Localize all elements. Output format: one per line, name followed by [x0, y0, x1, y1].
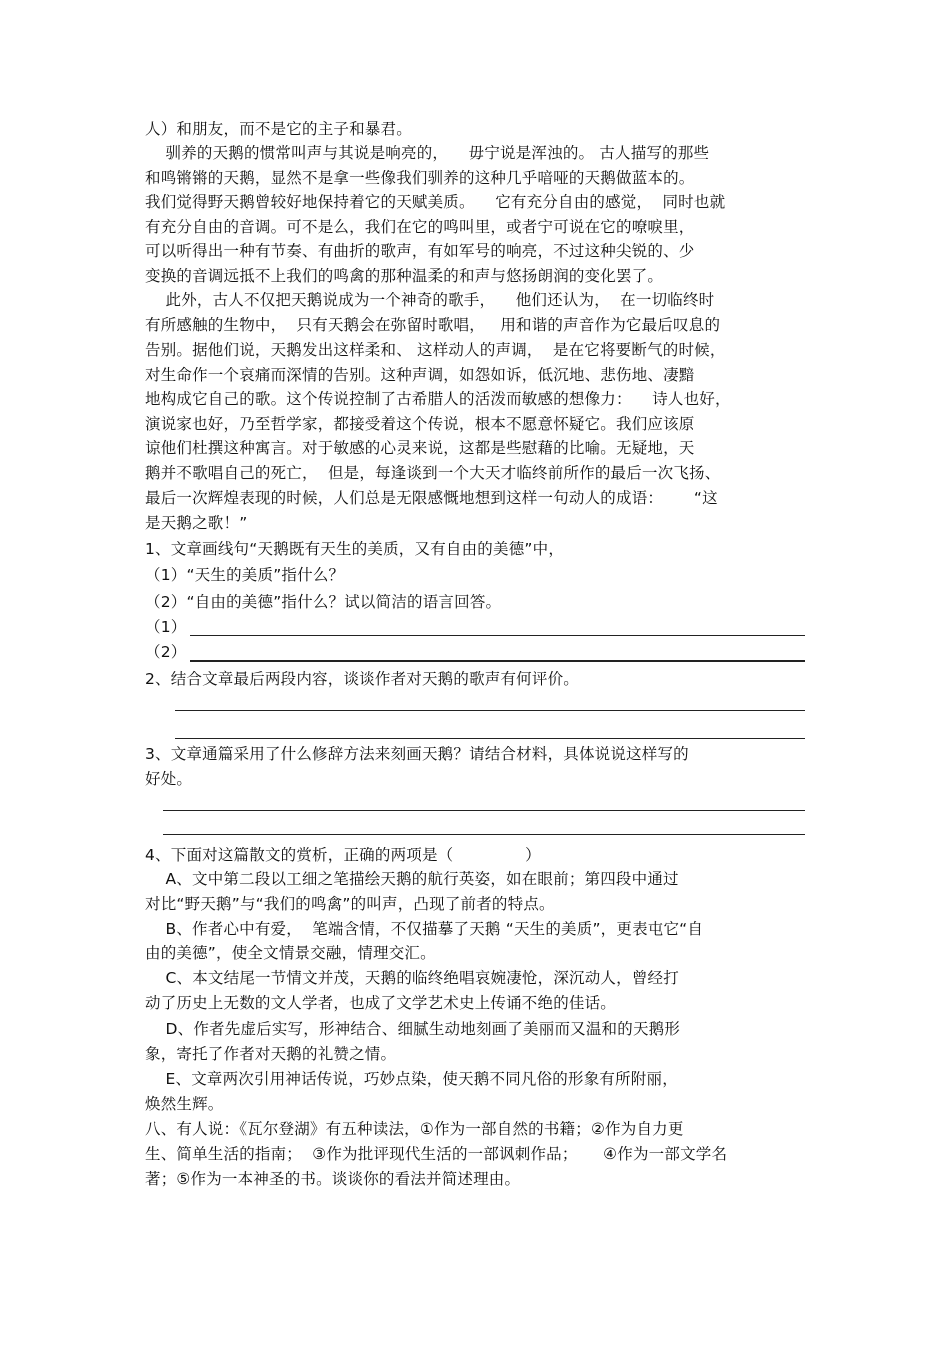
question-1-prompt: 1、文章画线句“天鹅既有天生的美质，又有自由的美德”中， [145, 540, 565, 558]
answer-line[interactable] [163, 810, 805, 811]
option-d: 象，寄托了作者对天鹅的礼赞之情。 [145, 1045, 397, 1063]
question-3-prompt: 3、文章通篇采用了什么修辞方法来刻画天鹅？请结合材料，具体说说这样写的 [145, 745, 689, 763]
passage-line: 此外，古人不仅把天鹅说成为一个神奇的歌手， 他们还认为， 在一切临终时 [145, 291, 715, 309]
question-1-sub-2: （2）“自由的美德”指什么？试以简洁的语言回答。 [145, 593, 502, 611]
passage-line: 谅他们杜撰这种寓言。对于敏感的心灵来说，这都是些慰藉的比喻。无疑地，天 [145, 439, 695, 457]
passage-line: 可以听得出一种有节奏、有曲折的歌声，有如军号的响亮，不过这种尖锐的、少 [145, 242, 695, 260]
passage-line: 变换的音调远抵不上我们的鸣禽的那种温柔的和声与悠扬朗润的变化罢了。 [145, 267, 664, 285]
passage-line: 演说家也好，乃至哲学家，都接受着这个传说，根本不愿意怀疑它。我们应该原 [145, 415, 695, 433]
option-e: 焕然生辉。 [145, 1095, 224, 1113]
passage-line: 鹅并不歌唱自己的死亡， 但是，每逢谈到一个大天才临终前所作的最后一次飞扬、 [145, 464, 721, 482]
passage-line: 和鸣锵锵的天鹅，显然不是拿一些像我们驯养的这种几乎喑哑的天鹅做蓝本的。 [145, 169, 695, 187]
option-a: 对比“野天鹅”与“我们的鸣禽”的叫声，凸现了前者的特点。 [145, 895, 555, 913]
option-e: E、文章两次引用神话传说，巧妙点染，使天鹅不同凡俗的形象有所附丽， [145, 1070, 678, 1088]
question-8-text: 生、简单生活的指南； ③作为批评现代生活的一部讽刺作品； ④作为一部文学名 [145, 1145, 728, 1163]
answer-1-label: （1） [145, 618, 187, 636]
option-d: D、作者先虚后实写，形神结合、细腻生动地刻画了美丽而又温和的天鹅形 [145, 1020, 681, 1038]
passage-line: 最后一次辉煌表现的时候，人们总是无限感慨地想到这样一句动人的成语： “这 [145, 489, 718, 507]
option-b: B、作者心中有爱， 笔端含情，不仅描摹了天鹅 “天生的美质”，更表屯它“自 [145, 920, 704, 938]
passage-line: 对生命作一个哀痛而深情的告别。这种声调，如怨如诉，低沉地、悲伤地、凄黯 [145, 366, 695, 384]
answer-2-label: （2） [145, 643, 187, 661]
question-8-text: 著；⑤作为一本神圣的书。谈谈你的看法并简述理由。 [145, 1170, 521, 1188]
passage-line: 人）和朋友，而不是它的主子和暴君。 [145, 120, 412, 138]
passage-line: 驯养的天鹅的惯常叫声与其说是响亮的， 毋宁说是浑浊的。 古人描写的那些 [145, 144, 710, 162]
passage-line: 我们觉得野天鹅曾较好地保持着它的天赋美质。 它有充分自由的感觉， 同时也就 [145, 193, 726, 211]
passage-line: 有充分自由的音调。可不是么，我们在它的鸣叫里，或者宁可说在它的嘹唳里， [145, 218, 695, 236]
option-a: A、文中第二段以工细之笔描绘天鹅的航行英姿，如在眼前；第四段中通过 [145, 870, 679, 888]
passage-line: 告别。据他们说，天鹅发出这样柔和、 这样动人的声调， 是在它将要断气的时候， [145, 341, 726, 359]
question-3-prompt: 好处。 [145, 770, 193, 788]
question-1-sub-1: （1）“天生的美质”指什么？ [145, 566, 345, 584]
passage-line: 地构成它自己的歌。这个传说控制了古希腊人的活泼而敏感的想像力： 诗人也好， [145, 390, 731, 408]
option-c: C、本文结尾一节情文并茂，天鹅的临终绝唱哀婉凄怆，深沉动人，曾经打 [145, 969, 679, 987]
answer-line[interactable] [175, 738, 805, 739]
question-8-text: 八、有人说：《瓦尔登湖》有五种读法，①作为一部自然的书籍；②作为自力更 [145, 1120, 684, 1138]
option-b: 由的美德”，使全文情景交融，情理交汇。 [145, 944, 436, 962]
answer-line[interactable] [175, 710, 805, 711]
answer-2-line[interactable] [190, 660, 805, 662]
question-2-prompt: 2、结合文章最后两段内容，谈谈作者对天鹅的歌声有何评价。 [145, 670, 579, 688]
option-c: 动了历史上无数的文人学者，也成了文学艺术史上传诵不绝的佳话。 [145, 994, 617, 1012]
answer-1-line[interactable] [190, 635, 805, 636]
question-4-prompt: 4、下面对这篇散文的赏析，正确的两项是（ ） [145, 846, 541, 864]
passage-line: 有所感触的生物中， 只有天鹅会在弥留时歌唱， 用和谐的声音作为它最后叹息的 [145, 316, 721, 334]
answer-line[interactable] [163, 834, 805, 835]
passage-line: 是天鹅之歌！” [145, 514, 248, 532]
